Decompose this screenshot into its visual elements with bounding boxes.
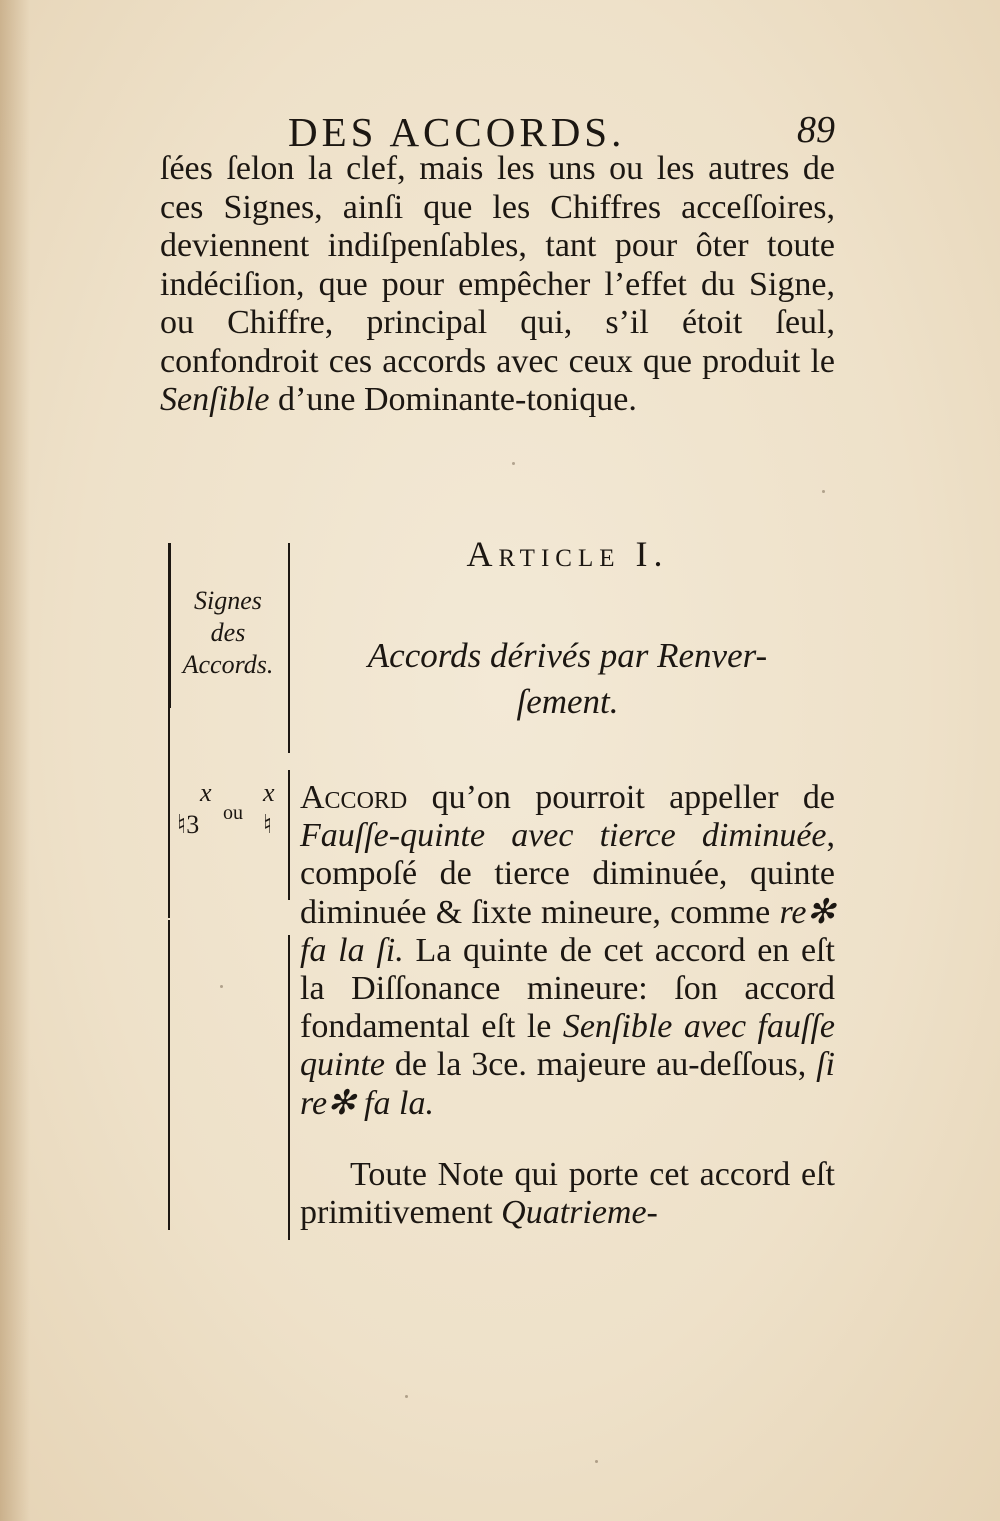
- sign-bottom-left: ♮3: [177, 810, 200, 839]
- article-title: Article I.: [466, 534, 669, 574]
- note-paragraph: Toute Note qui porte cet accord eſt primitivement Quatrieme-: [300, 1156, 835, 1232]
- sign-top-right: x: [263, 778, 275, 807]
- margin-rule-right-mid: [288, 770, 290, 900]
- margin-rule-right-low: [288, 935, 290, 1240]
- sign-ou: ou: [223, 802, 243, 824]
- margin-note-line1: Signes: [194, 586, 262, 615]
- intro-text-italic: Senſible: [160, 381, 270, 418]
- sign-top-left: x: [200, 778, 212, 807]
- paper-speck: [220, 985, 223, 988]
- article-subtitle: [300, 633, 835, 725]
- paragraph-lead: Accord: [300, 779, 408, 816]
- margin-rule-left-low: [168, 920, 170, 1230]
- margin-note: [168, 585, 288, 681]
- margin-note-line2: des: [210, 618, 246, 647]
- intro-text-part2: d’une Dominante-tonique.: [278, 381, 637, 418]
- running-title: DES ACCORDS.: [288, 109, 626, 155]
- page-edge-shadow: [0, 0, 30, 1521]
- paper-speck: [595, 1460, 598, 1463]
- sign-bottom-right: ♮: [263, 810, 273, 839]
- margin-note-line3: Accords.: [182, 650, 274, 679]
- chord-signs: [175, 778, 287, 840]
- intro-text-part1: ſées ſelon la clef, mais les uns ou les autres de ces Signes, ainſi que les Chiffres acceſſoires, deviennent indiſpenſables, tant pour ôter toute indéciſion, que pour empêcher l’effet du Signe, ou Chiffre, principal qui, s’il étoit ſeul, confondroit ces accords avec ceux que produit le: [160, 150, 835, 380]
- margin-rule-left-mid: [168, 708, 170, 918]
- paper-speck: [822, 490, 825, 493]
- paper-speck: [512, 462, 515, 465]
- margin-rule-right-top: [288, 543, 290, 753]
- intro-paragraph: [160, 150, 835, 420]
- article-subtitle-line1: Accords dérivés par Renver-: [367, 636, 768, 675]
- page-number: 89: [797, 109, 835, 151]
- article-subtitle-line2: ſement.: [516, 682, 619, 721]
- chord-paragraph: Accord qu’on pourroit appeller de Fauſſe-quinte avec tierce diminuée, compoſé de tierce diminuée, quinte diminuée & ſixte mineure, comme re✻ fa la ſi. La quinte de cet accord en eſt la Diſſonance mineure: ſon accord fondamental eſt le Senſible avec fauſſe quinte de la 3ce. majeure au-deſſous, ſi re✻ fa la.: [300, 779, 836, 1122]
- paper-speck: [405, 1395, 408, 1398]
